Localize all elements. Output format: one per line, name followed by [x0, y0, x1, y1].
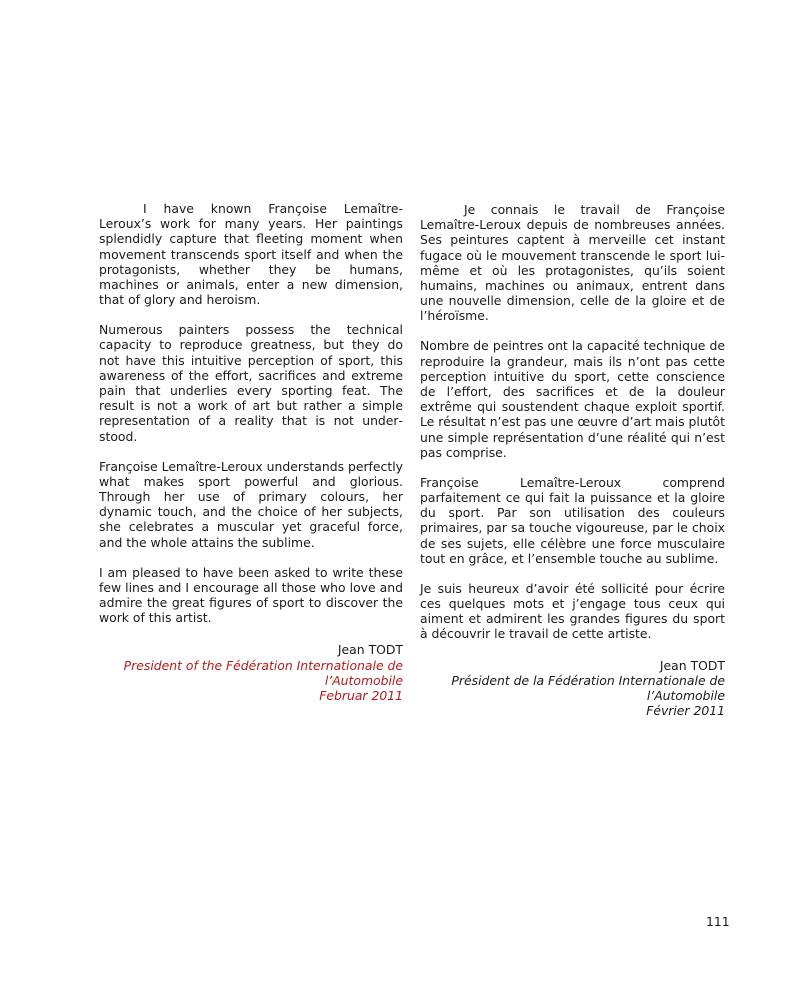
french-signature-role: Président de la Fédération Internationale de l’Automobile [451, 672, 725, 704]
french-signature-date: Février 2011 [646, 703, 725, 719]
english-paragraph-2: Numerous painters possess the technical capacity to reproduce greatness, but they do not have this intuitive perception of sport, this awareness of the effort, sacrifices and extreme pain that underlies every sporting feat. The result is not a work of art but rather a simple representation of a reality that is not understood. [99, 322, 403, 444]
english-paragraph-4: I am pleased to have been asked to write these few lines and I encourage all those who love and admire the great figures of sport to discover the work of this artist. [99, 564, 403, 626]
english-signature-date: Februar 2011 [319, 688, 403, 704]
french-paragraph-4: Je suis heureux d’avoir été sollicité pour écrire ces quelques mots et j’engage tous ceux qui aiment et admirent les grandes figures du sport à découvrir le travail de cette artiste. [420, 580, 725, 642]
french-signature [420, 658, 725, 719]
french-column [420, 202, 725, 718]
french-paragraph-2: Nombre de peintres ont la capacité technique de reproduire la grandeur, mais ils n’ont pas cette perception intuitive du sport, cette conscience de l’effort, des sacrifices et de la douleur extrême qui soustendent chaque exploit sportif. Le résultat n’est pas une œuvre d’art mais plutôt une simple représentation d’une réalité qui n’est pas comprise. [420, 338, 725, 460]
french-paragraph-3: Françoise Lemaître-Leroux comprend parfaitement ce qui fait la puissance et la gloire du sport. Par son utilisation des couleurs primaires, par sa touche vigoureuse, par le choix de ses sujets, elle célèbre une force musculaire tout en grâce, et l’ensemble touche au sublime. [420, 474, 725, 566]
english-column [99, 201, 403, 703]
french-paragraph-1: Je connais le travail de Françoise Lemaître-Leroux depuis de nombreuses années. Ses peintures captent à merveille cet instant fugace où le mouvement transcende le sport lui-même et où les protagonistes, qu’ils soient humains, machines ou animaux, entrent dans une nouvelle dimension, celle de la gloire et de l’héroïsme. [420, 202, 725, 324]
french-signature-name: Jean TODT [659, 657, 725, 673]
english-paragraph-3: Françoise Lemaître-Leroux understands perfectly what makes sport powerful and glorious. Through her use of primary colours, her dynamic touch, and the choice of her subjects, she celebrates a muscular yet graceful force, and the whole attains the sublime. [99, 458, 403, 550]
english-signature-name: Jean TODT [337, 642, 403, 658]
english-signature-role: President of the Fédération Internationale de l’Automobile [123, 657, 403, 688]
english-signature [99, 642, 403, 703]
english-paragraph-1: I have known Françoise Lemaître-Leroux’s work for many years. Her paintings splendidly capture that fleeting moment when movement transcends sport itself and when the protagonists, whether they be humans, machines or animals, enter a new dimension, that of glory and heroism. [99, 201, 403, 308]
page-number: 111 [706, 914, 730, 929]
